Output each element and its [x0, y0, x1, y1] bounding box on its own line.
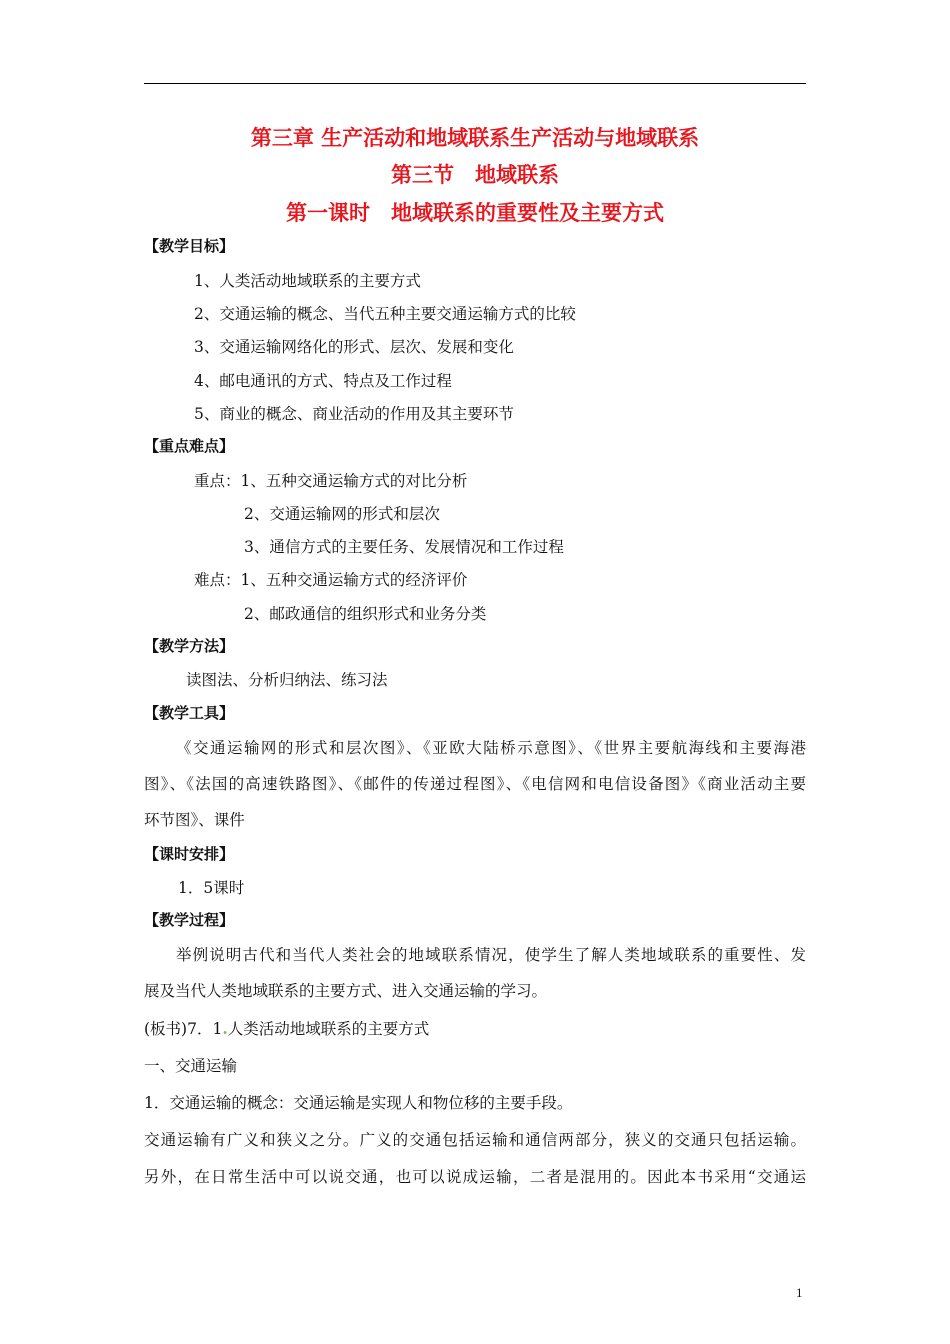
- process-heading: 【教学过程】: [144, 911, 235, 929]
- tools-heading: 【教学工具】: [144, 704, 235, 722]
- goal-item: 1、人类活动地域联系的主要方式: [194, 272, 421, 290]
- schedule-text: 1．5课时: [178, 879, 245, 897]
- goal-item: 2、交通运输的概念、当代五种主要交通运输方式的比较: [194, 305, 576, 323]
- body-line: 另外，在日常生活中可以说交通，也可以说成运输，二者是混用的。因此本书采用“交通运: [144, 1168, 806, 1186]
- process-intro-line: 展及当代人类地域联系的主要方式、进入交通运输的学习。: [144, 982, 548, 1000]
- header-rule: [144, 83, 806, 84]
- goal-item: 4、邮电通讯的方式、特点及工作过程: [194, 372, 452, 390]
- board-text: 人类活动地域联系的主要方式: [227, 1020, 430, 1038]
- page-number: 1: [796, 1285, 803, 1300]
- section-title: 第三节 地域联系: [391, 163, 559, 187]
- board-dot: .: [222, 1019, 228, 1038]
- methods-text: 读图法、分析归纳法、练习法: [186, 671, 388, 689]
- chapter-title: 第三章 生产活动和地域联系生产活动与地域联系: [250, 126, 700, 150]
- keypoint-line: 难点：1、五种交通运输方式的经济评价: [194, 571, 468, 589]
- concept-line: 1．交通运输的概念：交通运输是实现人和物位移的主要手段。: [144, 1094, 573, 1112]
- keypoint-line: 重点：1、五种交通运输方式的对比分析: [194, 472, 468, 490]
- goal-item: 5、商业的概念、商业活动的作用及其主要环节: [194, 405, 514, 423]
- section-one-heading: 一、交通运输: [144, 1057, 238, 1075]
- lesson-title: 第一课时 地域联系的重要性及主要方式: [286, 201, 664, 225]
- board-note: [144, 1017, 429, 1039]
- tools-line: 《交通运输网的形式和层次图》、《亚欧大陆桥示意图》、《世界主要航海线和主要海港: [176, 739, 806, 757]
- keypoint-line: 3、通信方式的主要任务、发展情况和工作过程: [244, 538, 564, 556]
- process-intro-line: 举例说明古代和当代人类社会的地域联系情况，使学生了解人类地域联系的重要性、发: [176, 946, 806, 964]
- tools-line: 图》、《法国的高速铁路图》、《邮件的传递过程图》、《电信网和电信设备图》《商业活动主要: [144, 775, 806, 793]
- schedule-heading: 【课时安排】: [144, 845, 235, 863]
- methods-heading: 【教学方法】: [144, 637, 235, 655]
- body-line: 交通运输有广义和狭义之分。广义的交通包括运输和通信两部分，狭义的交通只包括运输。: [144, 1131, 806, 1149]
- goals-heading: 【教学目标】: [144, 237, 235, 255]
- keypoints-heading: 【重点难点】: [144, 437, 235, 455]
- board-prefix: (板书)7．1: [144, 1020, 223, 1038]
- keypoint-line: 2、交通运输网的形式和层次: [244, 505, 440, 523]
- keypoint-line: 2、邮政通信的组织形式和业务分类: [244, 605, 487, 623]
- goal-item: 3、交通运输网络化的形式、层次、发展和变化: [194, 338, 514, 356]
- tools-line: 环节图》、课件: [144, 811, 245, 829]
